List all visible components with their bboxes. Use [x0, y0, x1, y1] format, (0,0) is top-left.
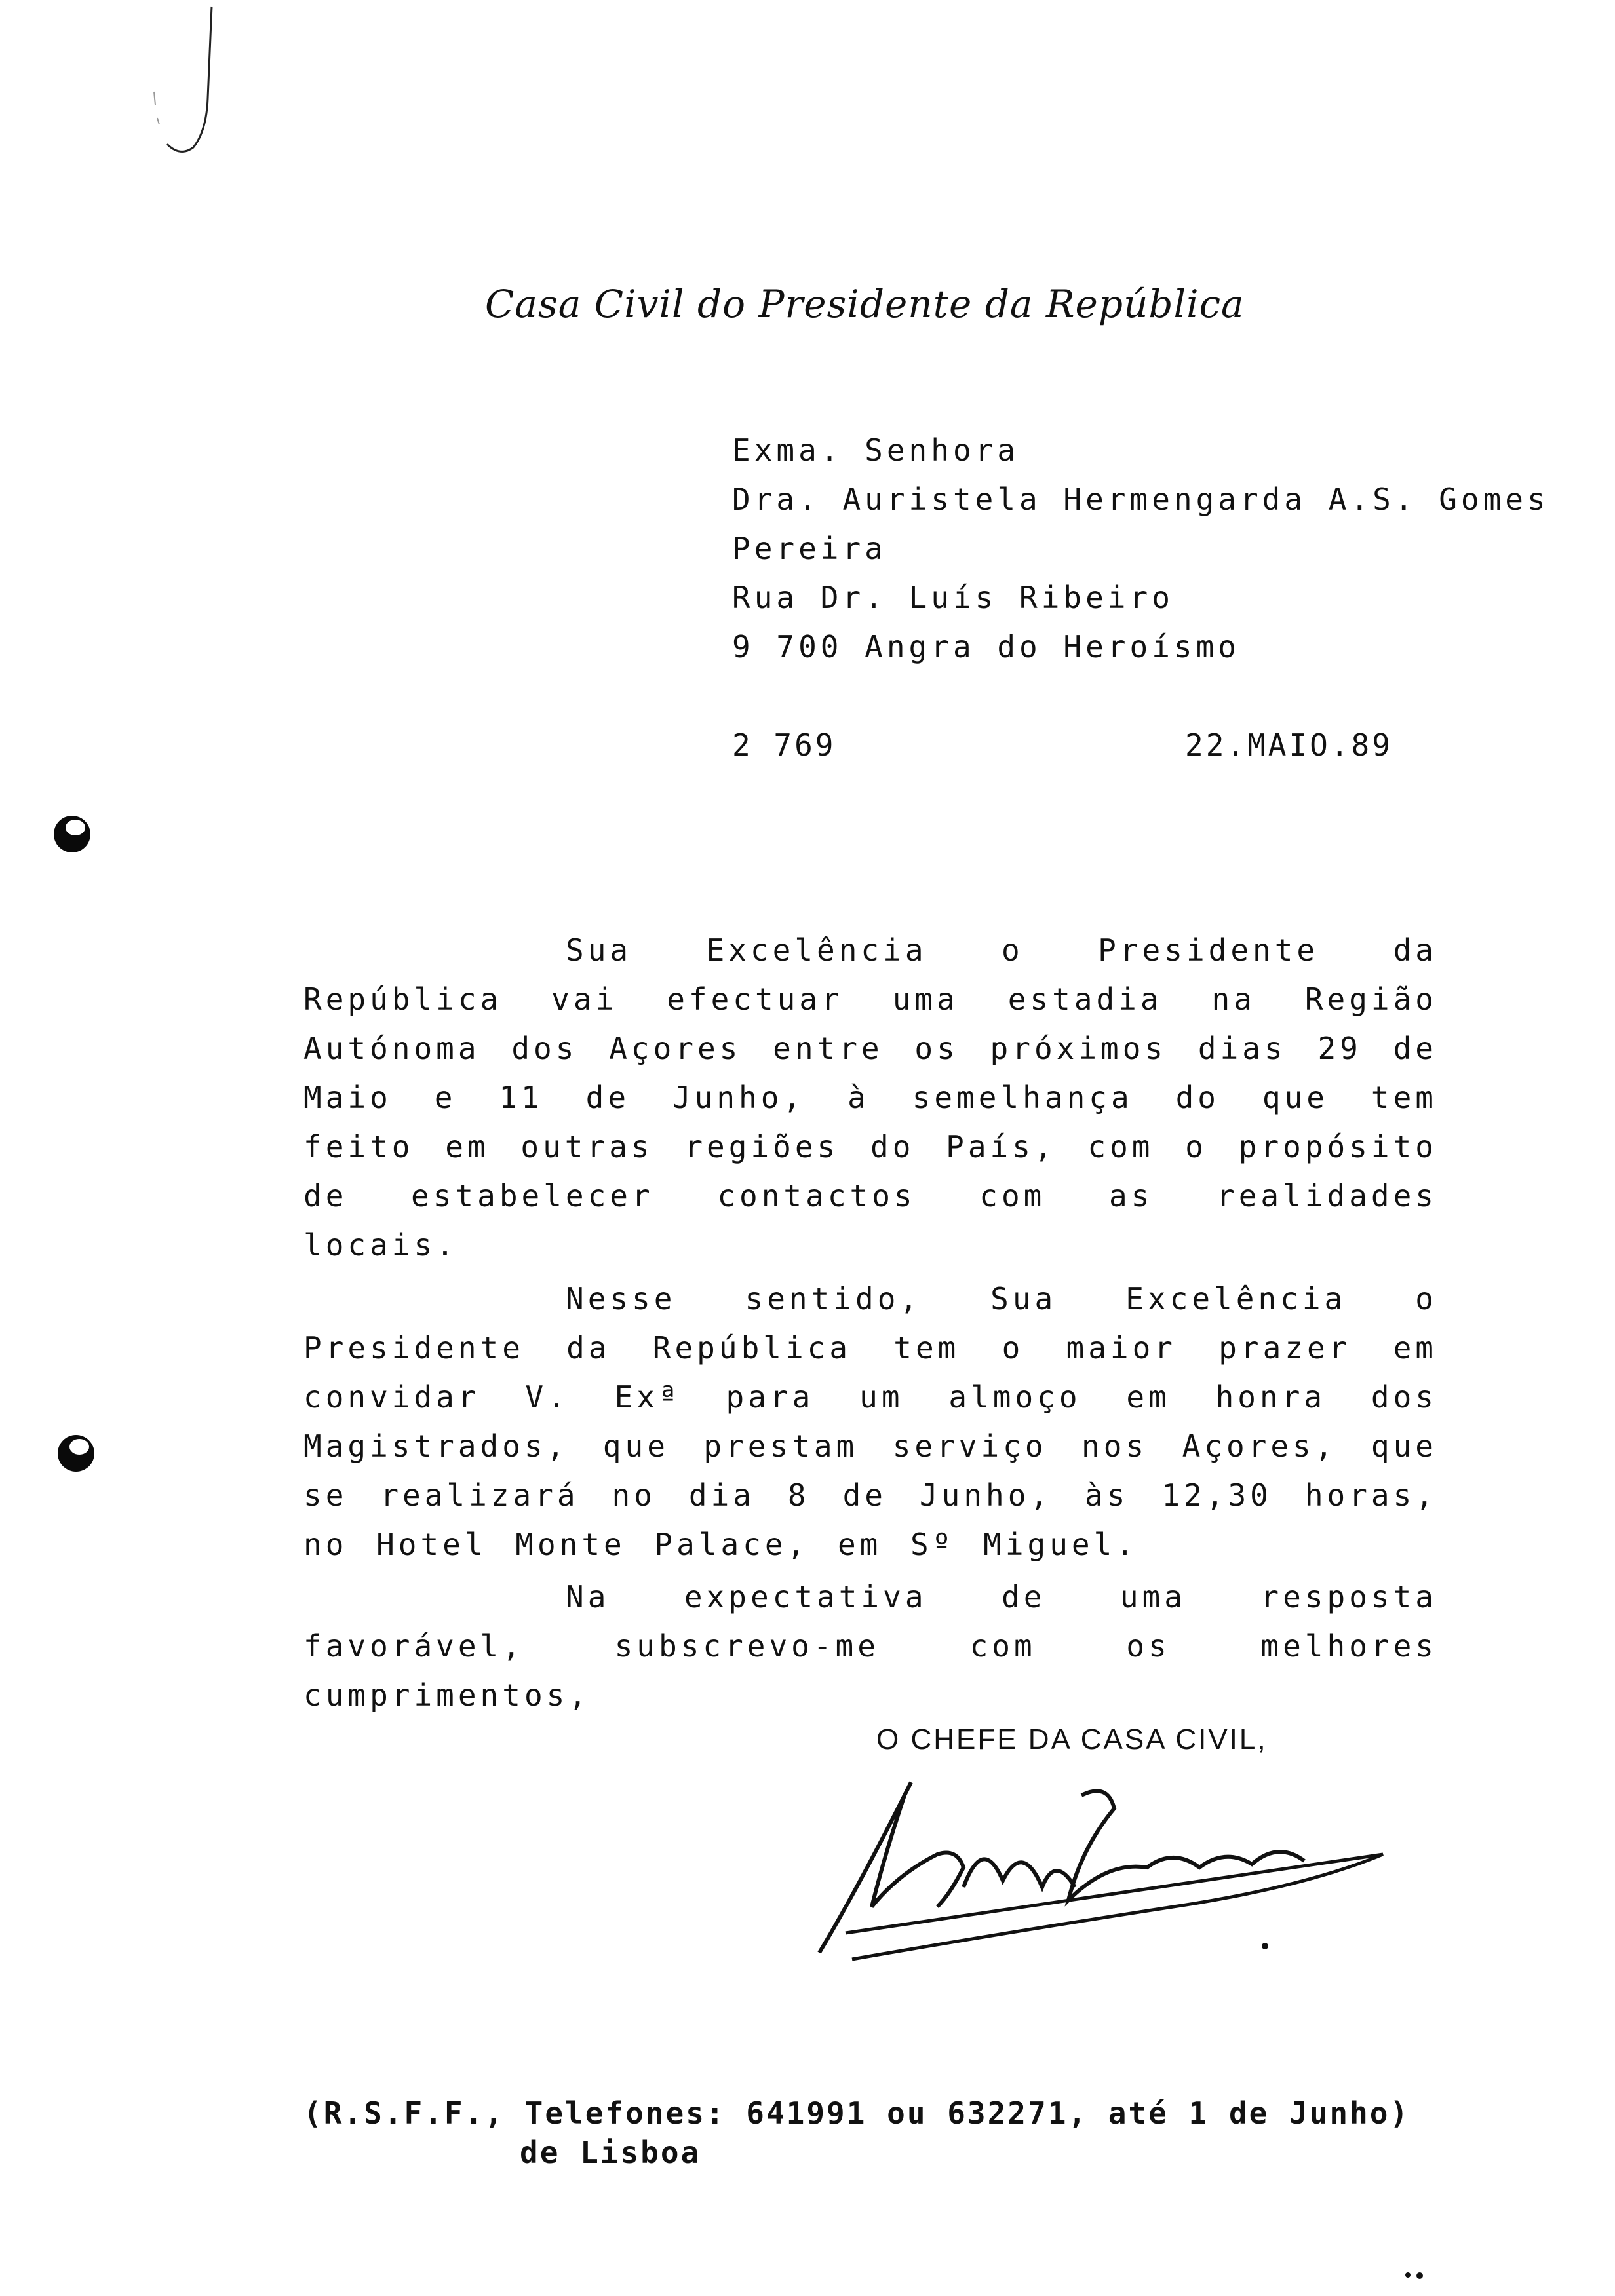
recipient-name-line1: Dra. Auristela Hermengarda A.S. Gomes — [732, 482, 1549, 517]
letterhead-title: Casa Civil do Presidente da República — [485, 282, 1245, 326]
handwritten-margin-mark — [147, 0, 226, 170]
body-paragraph-1-text: Sua Excelência o Presidente da República vai efectuar uma estadia na Região Autónoma dos Açores entre os próximos dias 29 de Maio e 11 de Junho, à semelhança do que tem feito em outras regiões do País, com o propósito de estabelecer contactos com as realidades locais. — [303, 932, 1437, 1263]
punch-hole — [58, 1435, 94, 1472]
recipient-salutation: Exma. Senhora — [732, 432, 1020, 468]
footer-note — [303, 2094, 1410, 2172]
recipient-city: 9 700 Angra do Heroísmo — [732, 629, 1240, 664]
signatory-title: O CHEFE DA CASA CIVIL, — [876, 1723, 1268, 1755]
body-paragraph-1 — [303, 926, 1437, 1270]
body-paragraph-3 — [303, 1573, 1437, 1720]
footer-line-2-text: de Lisboa — [520, 2135, 701, 2170]
body-paragraph-3-text: Na expectativa de uma resposta favorável, subscrevo-me com os melhores cumprimentos, — [303, 1579, 1437, 1713]
handwritten-signature — [806, 1756, 1409, 1966]
body-paragraph-2 — [303, 1274, 1437, 1569]
recipient-street: Rua Dr. Luís Ribeiro — [732, 580, 1174, 615]
punch-hole — [54, 816, 90, 852]
recipient-address — [732, 426, 1549, 672]
recipient-name-line2: Pereira — [732, 531, 887, 566]
reference-number: 2 769 — [732, 727, 836, 763]
stray-marks — [1403, 2270, 1429, 2280]
letter-date: 22.MAIO.89 — [1185, 727, 1393, 763]
footer-line-2 — [303, 2133, 1410, 2172]
body-paragraph-2-text: Nesse sentido, Sua Excelência o Presidente da República tem o maior prazer em convidar V. Exª para um almoço em honra dos Magistrados, que prestam serviço nos Açores, que se realizará no dia 8 de Junho, às 12,30 horas, no Hotel Monte Palace, em Sº Miguel. — [303, 1281, 1437, 1562]
footer-line-1: (R.S.F.F., Telefones: 641991 ou 632271, até 1 de Junho) — [303, 2095, 1411, 2131]
